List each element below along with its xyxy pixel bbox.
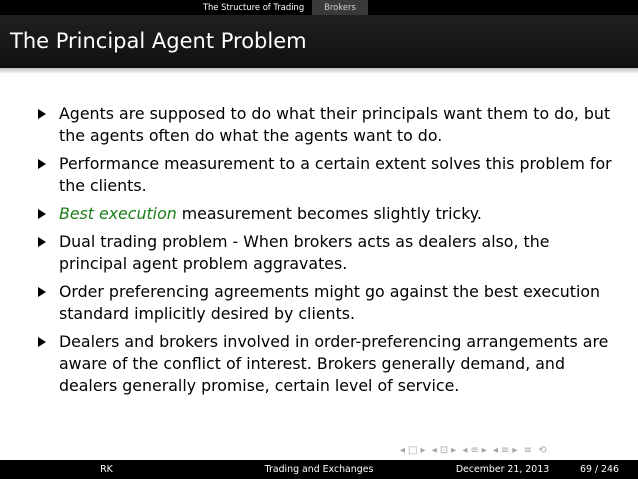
highlighted-term: Best execution [59, 204, 177, 223]
footer-date: December 21, 2013 [455, 464, 550, 475]
triangle-bullet-icon [38, 159, 46, 169]
nav-subsection-right-icon[interactable]: ▸ [451, 445, 457, 456]
bullet-item [0, 203, 619, 225]
nav-section-icon[interactable]: ≡ [470, 445, 479, 456]
nav-section-right-icon[interactable]: ▸ [481, 445, 487, 456]
navigation-symbols [400, 444, 550, 458]
triangle-bullet-icon [38, 337, 46, 347]
triangle-bullet-icon [38, 287, 46, 297]
nav-subsection-icon[interactable]: ⊡ [439, 445, 449, 456]
nav-zoom-icon[interactable]: ⟲ [538, 445, 547, 456]
bullet-text: Agents are supposed to do what their principals want them to do, but the agents often do what the agents want to do. [59, 104, 611, 145]
footer-title: Trading and Exchanges [264, 464, 374, 475]
nav-section-structure-of-trading[interactable]: The Structure of Trading [202, 2, 305, 12]
nav-section-left-icon[interactable]: ◂ [462, 445, 468, 456]
footer-author: RK [100, 464, 113, 475]
bullet-text: Performance measurement to a certain extent solves this problem for the clients. [59, 154, 612, 195]
bullet-item [0, 231, 619, 275]
bullet-item [0, 103, 619, 147]
bullet-text: Order preferencing agreements might go against the best execution standard implicitly desired by clients. [59, 282, 601, 323]
title-bar-shadow [0, 68, 638, 74]
bullet-text: measurement becomes slightly tricky. [176, 204, 482, 223]
nav-align-icon[interactable]: ≡ [523, 445, 533, 456]
triangle-bullet-icon [38, 237, 46, 247]
nav-subsection-left-icon[interactable]: ◂ [431, 445, 437, 456]
bullet-text: Dealers and brokers involved in order-preferencing arrangements are aware of the conflict of interest. Brokers generally demand, and dealers generally promise, certain level of service. [59, 332, 609, 395]
triangle-bullet-icon [38, 209, 46, 219]
nav-slide-icon[interactable]: ≡ [501, 445, 510, 456]
bullet-list [0, 103, 638, 403]
bullet-text: Dual trading problem - When brokers acts as dealers also, the principal agent problem aggravates. [59, 232, 550, 273]
section-navigation-bar [0, 0, 638, 15]
bullet-item [0, 281, 619, 325]
nav-slide-left-icon[interactable]: ◂ [492, 445, 499, 456]
nav-slide-right-icon[interactable]: ▸ [512, 445, 518, 456]
footer-bar [0, 460, 638, 479]
triangle-bullet-icon [38, 109, 46, 119]
nav-frame-right-icon[interactable]: ▸ [420, 445, 426, 456]
nav-section-brokers[interactable]: Brokers [312, 0, 368, 15]
nav-frame-icon[interactable]: □ [408, 445, 418, 456]
bullet-item [0, 153, 619, 197]
nav-frame-left-icon[interactable]: ◂ [400, 445, 406, 456]
frame-title: The Principal Agent Problem [10, 29, 307, 53]
bullet-item [0, 331, 619, 397]
footer-page-number: 69 / 246 [580, 464, 619, 475]
